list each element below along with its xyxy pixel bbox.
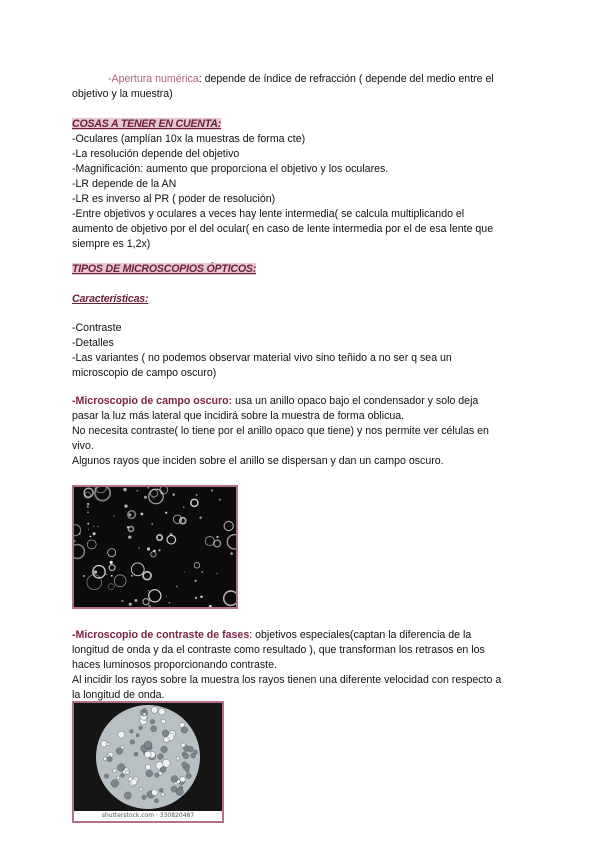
campo-oscuro-title: Microscopio de campo oscuro: (75, 395, 233, 407)
campo-oscuro-paragraph: -Microscopio de campo oscuro: usa un anillo opaco bajo el condensador y solo deja pasar la luz más lateral que incidirá sobre la muestra de forma oblicua. No necesita contraste( lo tiene por el anillo opaco que tiene) y nos permite ver células en vivo. Algunos rayos que inciden sobre el anillo se dispersan y dan un campo oscuro. (72, 394, 532, 469)
cosas-line-6: -Entre objetivos y oculares a veces hay lente intermedia( se calcula multiplicando el (72, 208, 465, 220)
campo-oscuro-line-1: pasar la luz más lateral que incidirá sobre la muestra de forma oblicua. (72, 410, 405, 422)
campo-oscuro-line-1: usa un anillo opaco bajo el condensador y solo deja (232, 395, 479, 407)
cosas-heading: COSAS A TENER EN CUENTA: (72, 118, 222, 130)
apertura-line-1: : depende de índice de refracción ( depende del medio entre el (198, 73, 494, 85)
contraste-fases-line-1: longitud de onda y da el contraste como resultado ), que transforman los retrasos en los (72, 644, 485, 656)
caracteristicas-line-1: -Contraste (72, 322, 122, 334)
contraste-fases-line-1: : objetivos especiales(captan la diferencia de la (249, 629, 472, 641)
campo-oscuro-line-2: No necesita contraste( lo tiene por el anillo opaco que tiene) y nos permite ver células en (72, 425, 489, 437)
apertura-paragraph (72, 72, 532, 102)
image-caption: shutterstock.com · 330820487 (74, 811, 222, 821)
cosas-line-5: -LR es inverso al PR ( poder de resolución) (72, 193, 276, 205)
caracteristicas-line-3: -Las variantes ( no podemos observar material vivo sino teñido a no ser q sea un (72, 352, 452, 364)
tipos-heading: TIPOS DE MICROSCOPIOS ÓPTICOS: (72, 263, 257, 275)
phase-contrast-micrograph (72, 701, 224, 823)
contraste-fases-paragraph: -Microscopio de contraste de fases: objetivos especiales(captan la diferencia de la longitud de onda y da el contraste como resultado ), que transforman los retrasos en los haces luminosos proporcionando contraste. Al incidir los rayos sobre la muestra los rayos tienen una diferente velocidad con respecto a la longitud de onda. (72, 628, 532, 703)
contraste-fases-line-4: la longitud de onda. (72, 689, 165, 701)
contraste-fases-title: Microscopio de contraste de fases (75, 629, 250, 641)
cosas-line-2: -La resolución depende del objetivo (72, 148, 240, 160)
cosas-line-7: aumento de objetivo por el del ocular( en caso de lente intermedia por el de esa lente que (72, 223, 494, 235)
cosas-line-3: -Magnificación: aumento que proporciona el objetivo y los oculares. (72, 163, 389, 175)
caracteristicas-line-2: -Detalles (72, 337, 114, 349)
cosas-line-8: siempre es 1,2x) (72, 238, 151, 250)
caracteristicas-list (72, 321, 532, 381)
caracteristicas-heading: Características: (72, 293, 149, 305)
contraste-fases-line-3: Al incidir los rayos sobre la muestra los rayos tienen una diferente velocidad con respecto a (72, 674, 502, 686)
cosas-list (72, 132, 532, 252)
campo-oscuro-line-3: vivo. (72, 440, 94, 452)
campo-oscuro-line-4: Algunos rayos que inciden sobre el anillo se dispersan y dan un campo oscuro. (72, 455, 444, 467)
caracteristicas-line-4: microscopio de campo oscuro) (72, 367, 217, 379)
apertura-term: -Apertura numérica (108, 73, 199, 85)
dark-field-micrograph (72, 485, 238, 609)
cosas-line-1: -Oculares (amplían 10x la muestras de forma cte) (72, 133, 306, 145)
cosas-line-4: -LR depende de la AN (72, 178, 177, 190)
apertura-line-2: objetivo y la muestra) (72, 88, 173, 100)
contraste-fases-line-2: haces luminosos proporcionando contraste. (72, 659, 277, 671)
